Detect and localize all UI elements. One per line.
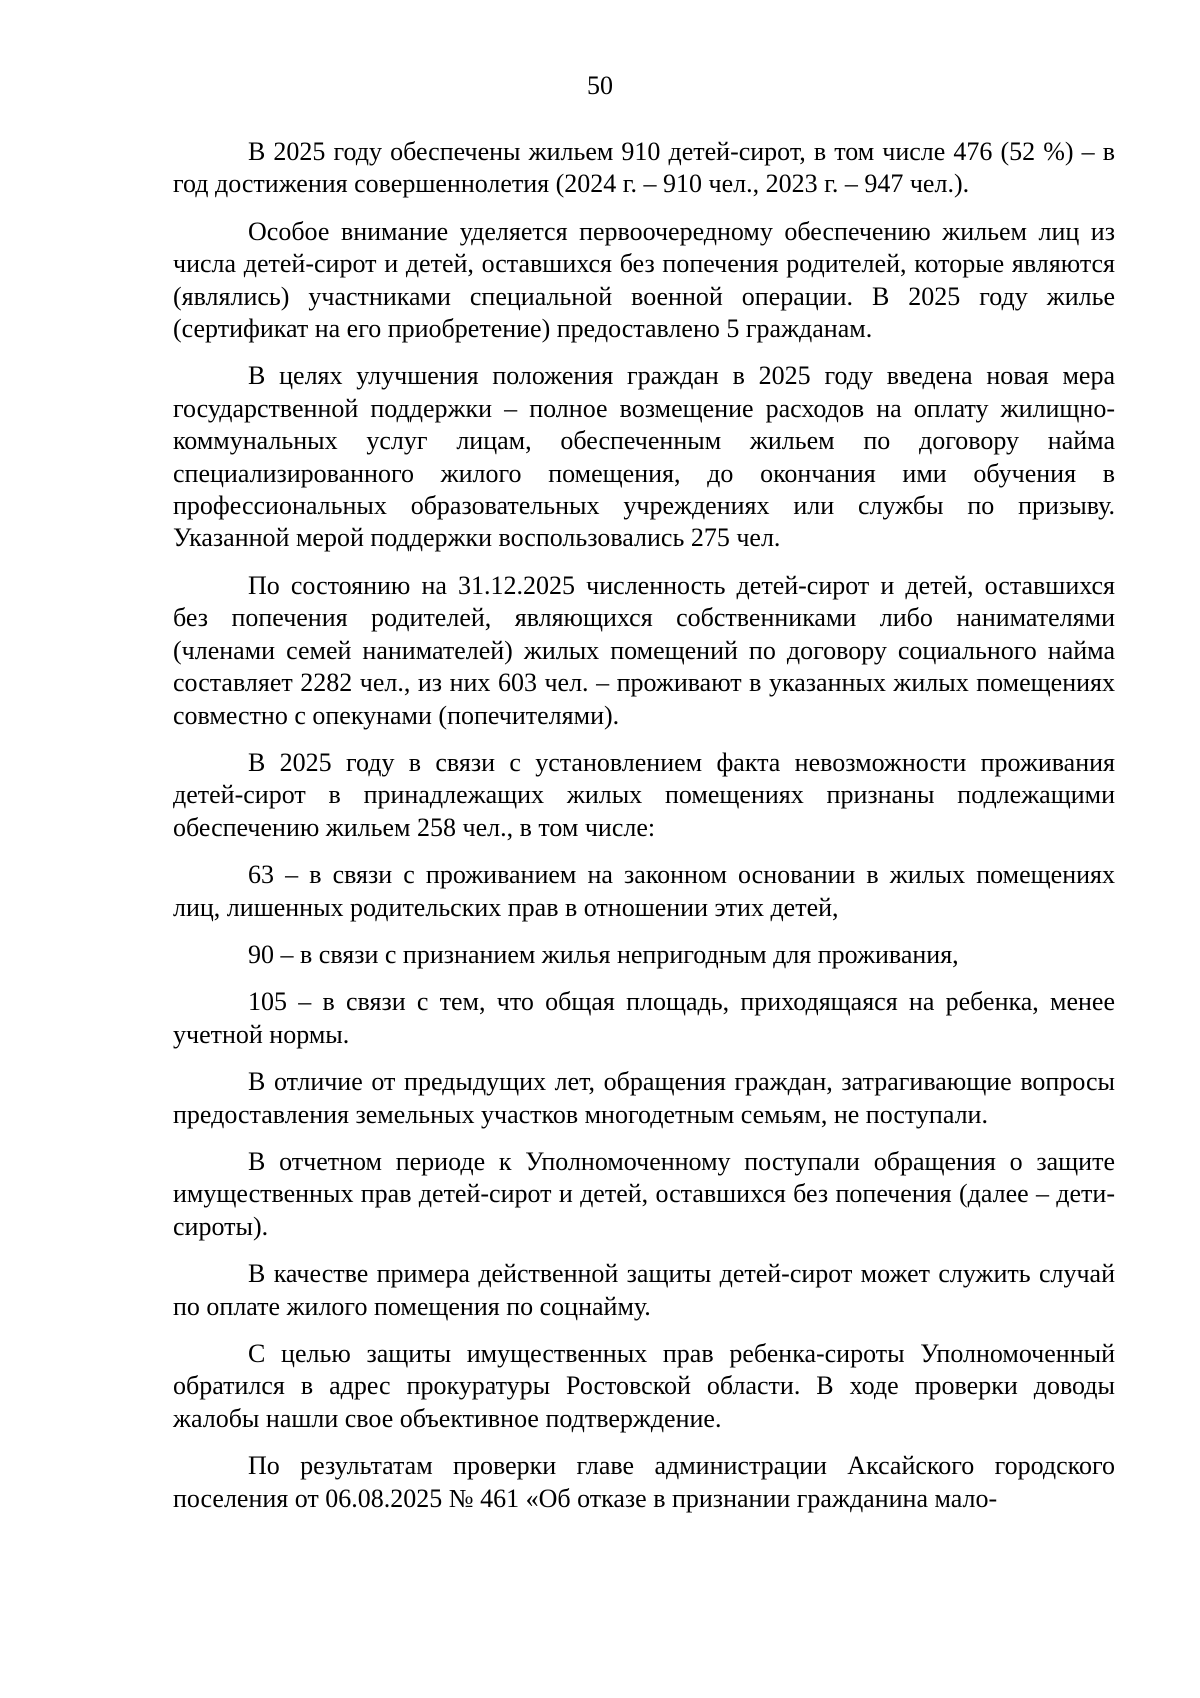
paragraph-example-case: В качестве примера действенной защиты детей-сирот может служить случай по оплате жилого помещения по соцнайму. <box>173 1259 1115 1321</box>
list-item-deprived-parents: 63 – в связи с проживанием на законном основании в жилых помещениях лиц, лишенных родительских прав в отношении этих детей, <box>173 860 1115 922</box>
page-number: 50 <box>587 71 613 100</box>
paragraph-property-rights-appeals: В отчетном периоде к Уполномоченному поступали обращения о защите имущественных прав детей-сирот и детей, оставшихся без попечения (далее – дети-сироты). <box>173 1146 1115 1241</box>
paragraph-impossibility-of-residence: В 2025 году в связи с установлением факта невозможности проживания детей-сирот в принадлежащих жилых помещениях признаны подлежащими обеспечению жильем 258 чел., в том числе: <box>173 747 1115 842</box>
paragraph-svo-participants: Особое внимание уделяется первоочередному обеспечению жильем лиц из числа детей-сирот и детей, оставшихся без попечения родителей, которые являются (являлись) участниками специальной военной операции. В 2025 году жилье (сертификат на его приобретение) предоставлено 5 гражданам. <box>173 216 1115 344</box>
paragraph-utility-compensation: В целях улучшения положения граждан в 2025 году введена новая мера государственной поддержки – полное возмещение расходов на оплату жилищно-коммунальных услуг лицам, обеспеченным жильем по договору найма специализированного жилого помещения, до окончания ими обучения в профессиональных образовательных учреждениях или службы по призыву. Указанной мерой поддержки воспользовались 275 чел. <box>173 361 1115 553</box>
paragraph-prosecutor-appeal: С целью защиты имущественных прав ребенка-сироты Уполномоченный обратился в адрес прокуратуры Ростовской области. В ходе проверки доводы жалобы нашли свое объективное подтверждение. <box>173 1339 1115 1433</box>
paragraph-land-plots: В отличие от предыдущих лет, обращения граждан, затрагивающие вопросы предоставления земельных участков многодетным семьям, не поступали. <box>173 1067 1115 1129</box>
document-body <box>173 136 1115 1515</box>
list-item-unfit-housing: 90 – в связи с признанием жилья непригодным для проживания, <box>248 939 959 969</box>
paragraph-owners-tenants: По состоянию на 31.12.2025 численность детей-сирот и детей, оставшихся без попечения родителей, являющихся собственниками либо нанимателями (членами семей нанимателей) жилых помещений по договору социального найма составляет 2282 чел., из них 603 чел. – проживают в указанных жилых помещениях совместно с опекунами (попечителями). <box>173 570 1115 730</box>
paragraph-inspection-results: По результатам проверки главе администрации Аксайского городского поселения от 06.08.2025 № 461 «Об отказе в признании гражданина мало- <box>173 1451 1115 1513</box>
list-item-area-below-norm: 105 – в связи с тем, что общая площадь, приходящаяся на ребенка, менее учетной нормы. <box>173 987 1115 1049</box>
paragraph-housing-orphans: В 2025 году обеспечены жильем 910 детей-сирот, в том числе 476 (52 %) – в год достижения совершеннолетия (2024 г. – 910 чел., 2023 г. – 947 чел.). <box>173 137 1115 199</box>
